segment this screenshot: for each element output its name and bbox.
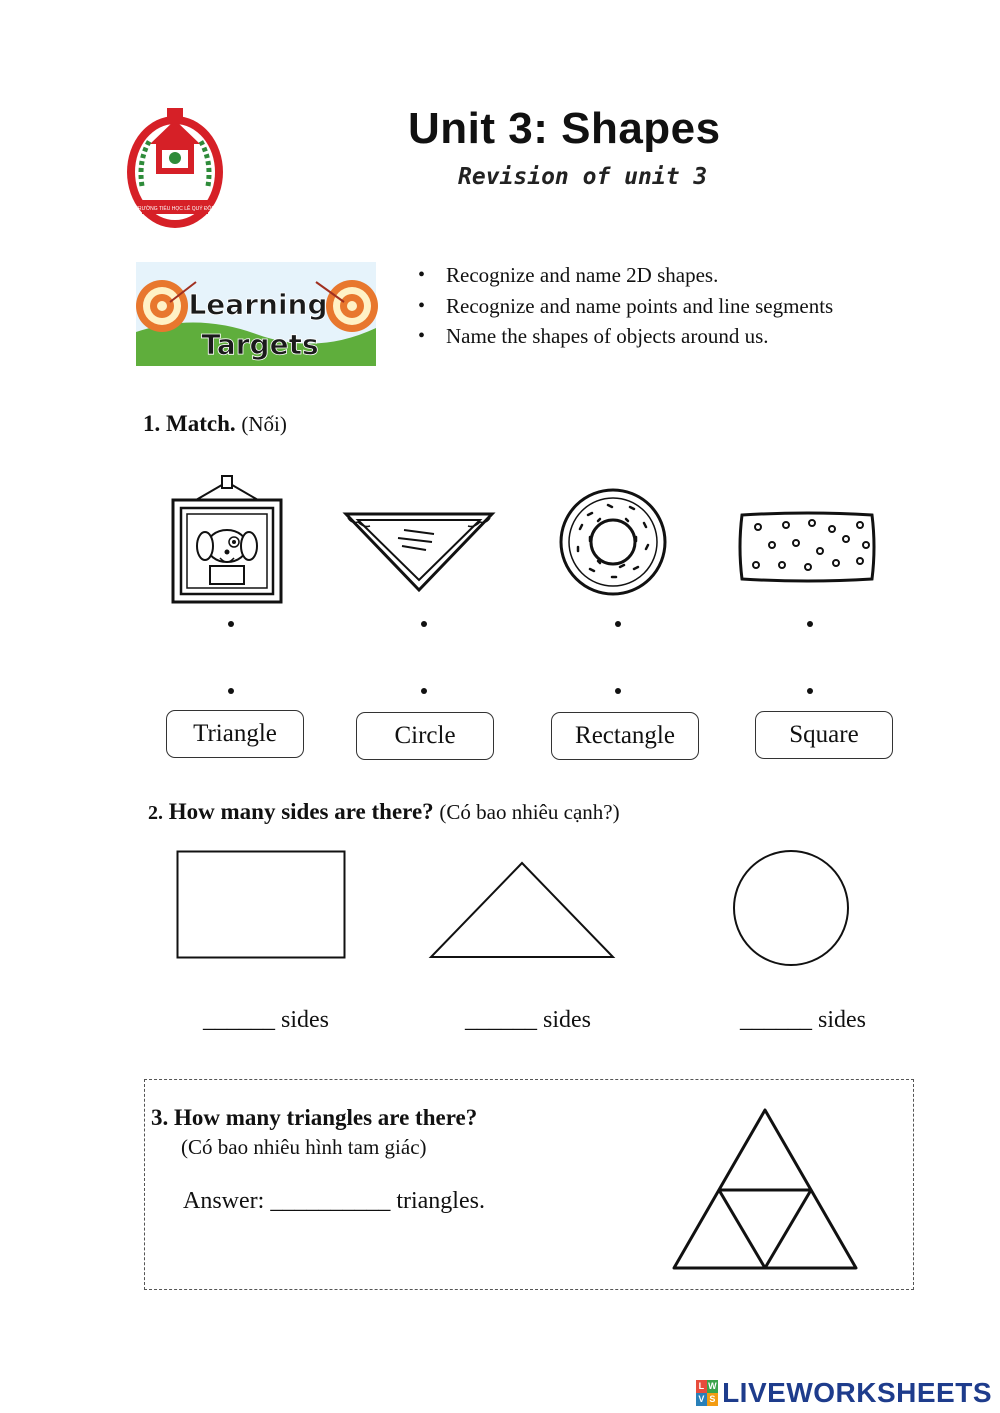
school-logo xyxy=(124,100,226,234)
q3-answer-label: Answer: xyxy=(183,1188,265,1214)
label-square: Square xyxy=(755,711,893,759)
picture-frame-icon xyxy=(170,474,284,606)
sides-blank[interactable]: ______ xyxy=(203,1007,275,1033)
target-left-icon xyxy=(136,280,188,332)
sides-answer-1[interactable] xyxy=(203,1007,329,1034)
sides-unit: sides xyxy=(818,1007,866,1033)
q3-heading xyxy=(151,1105,477,1131)
liveworksheets-logo-icon: L W V S xyxy=(696,1380,718,1406)
q3-answer-row[interactable] xyxy=(183,1188,485,1215)
learning-targets-list xyxy=(418,262,833,354)
match-dot-top[interactable] xyxy=(421,621,427,627)
page-subtitle: Revision of unit 3 xyxy=(458,164,708,190)
sides-unit: sides xyxy=(281,1007,329,1033)
match-dot-top[interactable] xyxy=(228,621,234,627)
q3-number: 3. xyxy=(151,1105,169,1130)
label-rectangle: Rectangle xyxy=(551,712,699,760)
match-dot-bottom[interactable] xyxy=(228,688,234,694)
target-right-icon xyxy=(326,280,378,332)
school-logo-text: TRƯỜNG TIỂU HỌC LÊ QUÝ ĐÔN xyxy=(134,206,216,212)
match-dot-bottom[interactable] xyxy=(807,688,813,694)
banner-word-2: Targets xyxy=(201,328,319,361)
learning-targets-banner xyxy=(136,262,376,366)
q3-title: How many triangles are there? xyxy=(174,1105,478,1130)
match-dot-top[interactable] xyxy=(807,621,813,627)
triangle-shape xyxy=(428,860,616,960)
triangles-figure xyxy=(670,1106,860,1272)
match-dot-top[interactable] xyxy=(615,621,621,627)
q2-heading xyxy=(148,799,620,825)
sides-blank[interactable]: ______ xyxy=(465,1007,537,1033)
rectangle-shape xyxy=(176,850,346,960)
sides-answer-2[interactable] xyxy=(465,1007,591,1034)
page-title: Unit 3: Shapes xyxy=(408,104,721,153)
learning-target-item: • Recognize and name points and line segments xyxy=(418,293,833,324)
liveworksheets-text: LIVEWORKSHEETS xyxy=(722,1377,992,1408)
q2-number: 2. xyxy=(148,802,163,824)
sides-blank[interactable]: ______ xyxy=(740,1007,812,1033)
q1-note: (Nối) xyxy=(241,412,287,436)
circle-shape xyxy=(732,849,850,967)
match-dot-bottom[interactable] xyxy=(421,688,427,694)
donut-icon xyxy=(558,487,668,597)
label-triangle: Triangle xyxy=(166,710,304,758)
match-dot-bottom[interactable] xyxy=(615,688,621,694)
q3-note: (Có bao nhiêu hình tam giác) xyxy=(181,1135,427,1159)
cracker-icon xyxy=(738,511,876,583)
sandwich-icon xyxy=(342,508,496,596)
q3-answer-blank[interactable]: __________ xyxy=(270,1188,391,1214)
learning-target-item: • Name the shapes of objects around us. xyxy=(418,323,833,354)
sides-answer-3[interactable] xyxy=(740,1007,866,1034)
q1-heading xyxy=(143,411,287,437)
banner-word-1: Learning xyxy=(188,288,328,321)
q3-answer-unit: triangles. xyxy=(396,1188,485,1214)
learning-target-item: • Recognize and name 2D shapes. xyxy=(418,262,833,293)
liveworksheets-brand xyxy=(696,1377,992,1409)
q2-title: How many sides are there? xyxy=(168,799,434,824)
sides-unit: sides xyxy=(543,1007,591,1033)
q1-number: 1. xyxy=(143,411,161,436)
label-circle: Circle xyxy=(356,712,494,760)
q2-note: (Có bao nhiêu cạnh?) xyxy=(439,800,620,824)
q1-title: Match. xyxy=(166,411,236,436)
